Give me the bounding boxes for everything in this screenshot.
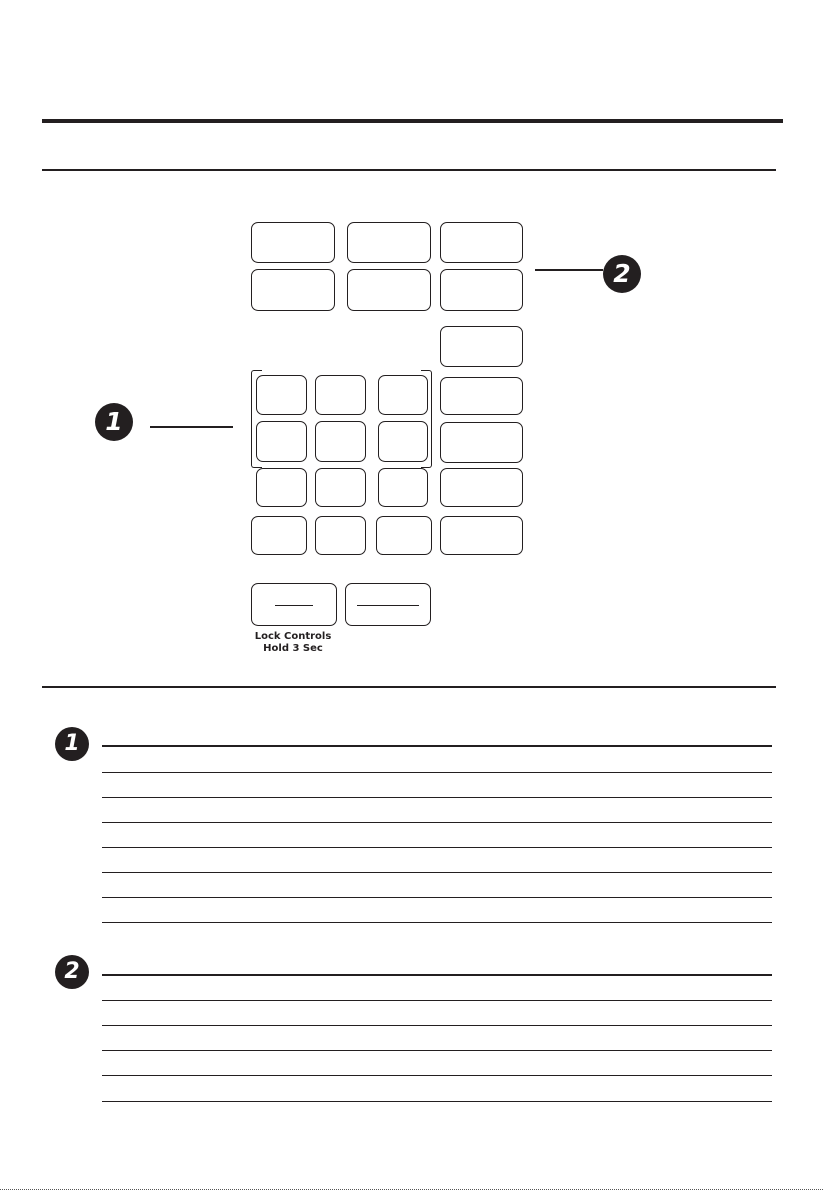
- keypad-key-r2c3[interactable]: [378, 421, 428, 462]
- keypad-key-r4c3[interactable]: [376, 516, 432, 555]
- keypad-key-r3c1[interactable]: [256, 468, 307, 507]
- callout-leader-2: [535, 269, 603, 271]
- legend-2-row-line: [102, 1000, 772, 1001]
- keypad-key-r2c1[interactable]: [256, 421, 307, 462]
- legend-1-row-line: [102, 822, 772, 823]
- keypad-key-r1c2[interactable]: [315, 375, 366, 415]
- legend-2-row-line: [102, 1050, 772, 1051]
- panel-key-right-2[interactable]: [440, 377, 523, 415]
- panel-key-right-3[interactable]: [440, 422, 523, 463]
- keypad-key-r3c3[interactable]: [378, 468, 428, 507]
- section-divider-bottom: [42, 686, 776, 688]
- panel-key-right-4[interactable]: [440, 468, 523, 507]
- lock-controls-key[interactable]: [251, 583, 337, 626]
- panel-key-bottom-right[interactable]: [345, 583, 431, 626]
- keypad-key-r1c3[interactable]: [378, 375, 428, 415]
- lock-controls-line2: Hold 3 Sec: [263, 643, 323, 654]
- panel-key-right-1[interactable]: [440, 326, 523, 367]
- callout-badge-2: 2: [603, 255, 641, 293]
- legend-1-row-line: [102, 922, 772, 923]
- panel-key-r1c2[interactable]: [347, 222, 431, 263]
- panel-key-r1c3[interactable]: [440, 222, 523, 263]
- bottom-key-dash: [357, 605, 419, 606]
- panel-key-r2c2[interactable]: [347, 269, 431, 311]
- keypad-key-r4c2[interactable]: [315, 516, 366, 555]
- legend-1-header-rule: [102, 745, 772, 747]
- keypad-key-r1c1[interactable]: [256, 375, 307, 415]
- panel-key-r1c1[interactable]: [251, 222, 335, 263]
- legend-badge-1: 1: [55, 727, 89, 761]
- lock-controls-label: [228, 631, 358, 655]
- keypad-key-r2c2[interactable]: [315, 421, 366, 462]
- legend-2-row-line: [102, 1025, 772, 1026]
- panel-key-r2c3[interactable]: [440, 269, 523, 311]
- legend-2-header-rule: [102, 974, 772, 976]
- top-heavy-rule: [42, 119, 783, 123]
- callout-leader-1: [150, 426, 233, 428]
- page-bottom-dotted-edge: [0, 1189, 823, 1190]
- callout-badge-1: 1: [95, 403, 133, 441]
- legend-badge-2: 2: [55, 955, 89, 989]
- panel-key-right-5[interactable]: [440, 516, 523, 555]
- legend-1-row-line: [102, 897, 772, 898]
- lock-key-dash: [275, 605, 313, 606]
- legend-1-row-line: [102, 772, 772, 773]
- legend-1-row-line: [102, 797, 772, 798]
- section-divider-top: [42, 169, 776, 171]
- keypad-key-r3c2[interactable]: [315, 468, 366, 507]
- legend-2-row-line: [102, 1075, 772, 1076]
- keypad-key-r4c1[interactable]: [251, 516, 307, 555]
- legend-1-row-line: [102, 847, 772, 848]
- legend-2-row-line: [102, 1101, 772, 1102]
- panel-key-r2c1[interactable]: [251, 269, 335, 311]
- legend-1-row-line: [102, 872, 772, 873]
- lock-controls-line1: Lock Controls: [254, 631, 332, 642]
